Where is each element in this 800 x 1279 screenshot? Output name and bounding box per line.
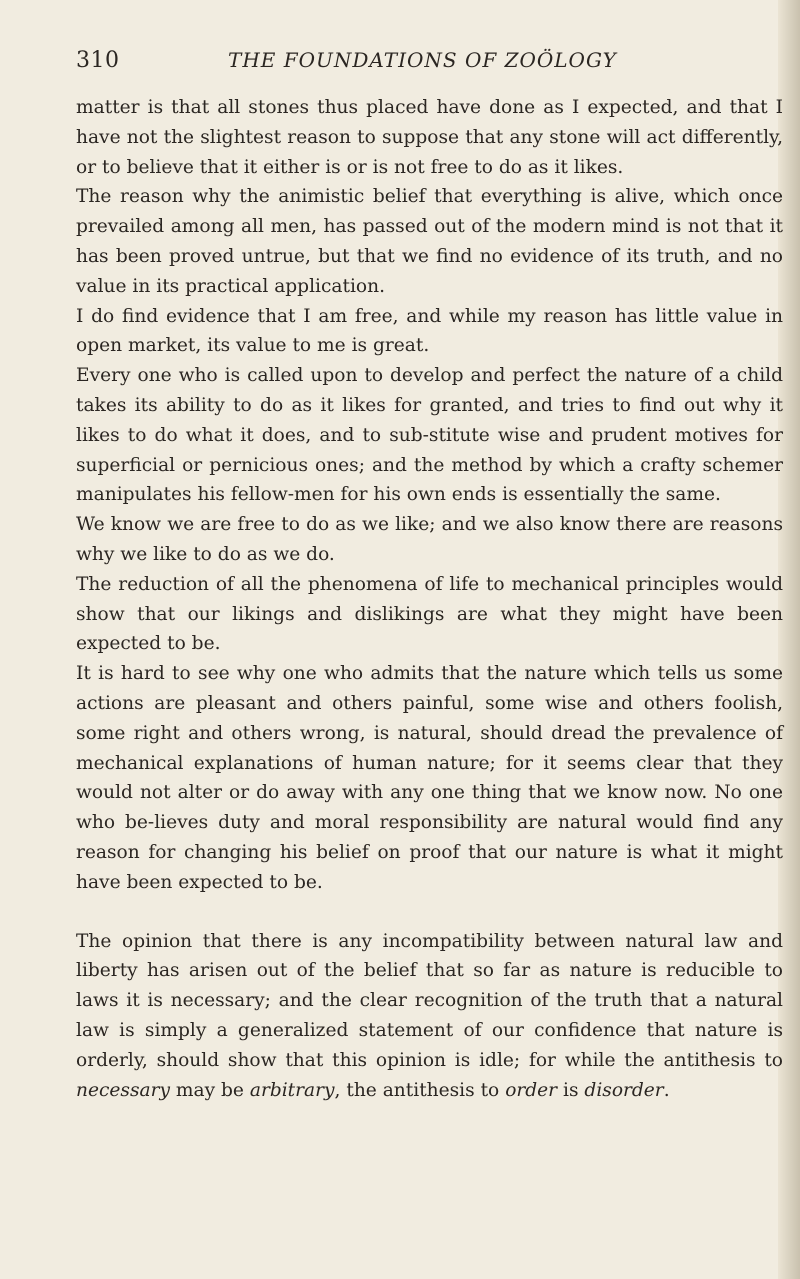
paragraph-8-mid: may be (175, 1079, 244, 1101)
paragraph-3: I do find evidence that I am free, and while my reason has little value in open market, its value to me is great. (76, 305, 783, 357)
italic-necessary: necessary (76, 1079, 170, 1101)
paragraph-8 (76, 927, 783, 1106)
paragraph-8-end: . (663, 1079, 670, 1101)
running-title: THE FOUNDATIONS OF ZOÖLOGY (228, 48, 617, 72)
paragraph-2: The reason why the animistic belief that everything is alive, which once prevailed among all men, has passed out of the modern mind is not that it has been proved untrue, but that we find no evidence of its truth, and no value in its practical application. (76, 186, 783, 297)
paragraph-8-text: The opinion that there is any incompatibility between natural law and liberty has arisen out of the belief that so far as nature is reducible to laws it is necessary; and the clear recognition of the truth that a natural law is simply a generalized statement of our confidence that nature is orderly, should show that this opinion is idle; for while the antithesis to (76, 930, 783, 1071)
italic-order: order (505, 1079, 558, 1101)
page-number: 310 (76, 48, 120, 73)
paragraph-6: The reduction of all the phenomena of life to mechanical principles would show that our likings and dislikings are what they might have been expected to be. (76, 573, 783, 655)
paragraph-5: We know we are free to do as we like; and we also know there are reasons why we like to do as we do. (76, 514, 783, 565)
paragraph-8-mid3: is (563, 1079, 579, 1101)
page-header (76, 48, 726, 82)
paragraph-1: matter is that all stones thus placed have done as I expected, and that I have not the slightest reason to suppose that any stone will act differently, or to believe that it either is or is not free to do as it likes. (76, 97, 783, 178)
paragraph-gap (76, 898, 783, 927)
italic-arbitrary: arbitrary (249, 1079, 335, 1101)
body-text (76, 93, 783, 1105)
paragraph-7: It is hard to see why one who admits that the nature which tells us some actions are pleasant and others painful, some wise and others foolish, some right and others wrong, is natural, should dread the prevalence of mechanical explanations of human nature; for it seems clear that they would not alter or do away with any one thing that we know now. No one who be-lieves duty and moral responsibility are natural would find any reason for changing his belief on proof that our nature is what it might have been expected to be. (76, 663, 783, 893)
paragraph-8-mid2: , the antithesis to (334, 1079, 500, 1101)
italic-disorder: disorder (584, 1079, 664, 1101)
paragraph-4: Every one who is called upon to develop and perfect the nature of a child takes its ability to do as it likes for granted, and tries to find out why it likes to do what it does, and to sub-stitute wise and prudent motives for superficial or pernicious ones; and the method by which a crafty schemer manipulates his fellow-men for his own ends is essentially the same. (76, 365, 783, 506)
